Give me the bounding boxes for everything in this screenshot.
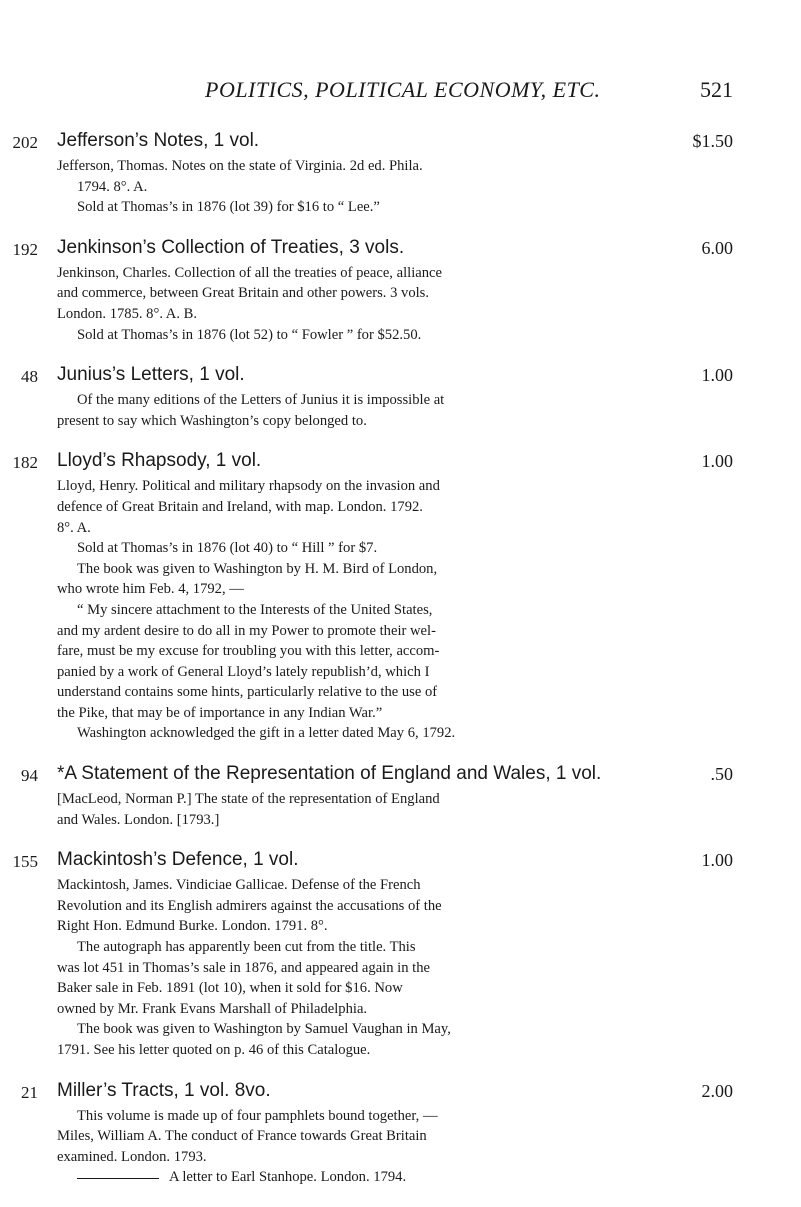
page-number: 521 [700,77,733,102]
catalogue-entry [0,130,801,218]
entry-line: Sold at Thomas’s in 1876 (lot 40) to “ Hill ” for $7. [77,540,378,557]
entry-line: the Pike, that may be of importance in any Indian War.” [57,704,383,721]
entry-line: This volume is made up of four pamphlets bound together, — [77,1107,438,1124]
entry-line: panied by a work of General Lloyd’s lately republish’d, which I [57,663,430,680]
entry-line: 8°. A. [57,519,91,536]
catalogue-entry [0,1080,801,1188]
entry-line: was lot 451 in Thomas’s sale in 1876, and appeared again in the [57,959,431,976]
entry-line: Sold at Thomas’s in 1876 (lot 52) to “ Fowler ” for $52.50. [77,326,422,343]
entry-title: Jefferson’s Notes, 1 vol. [57,130,260,151]
entry-price: 1.00 [701,365,733,386]
entry-line: Sold at Thomas’s in 1876 (lot 39) for $16 to “ Lee.” [77,199,380,216]
entry-line: Mackintosh, James. Vindiciae Gallicae. Defense of the French [57,877,421,894]
entry-line: Jenkinson, Charles. Collection of all the treaties of peace, alliance [57,264,442,281]
lot-number: 48 [21,367,38,387]
running-header [205,77,733,107]
entry-line: examined. London. 1793. [57,1148,207,1165]
entry-line: The book was given to Washington by H. M. Bird of London, [77,560,438,577]
running-title: POLITICS, POLITICAL ECONOMY, ETC. [205,77,601,102]
entry-description [57,875,729,1060]
catalogue-entry [0,364,801,431]
entry-description [57,263,729,345]
entry-title: Lloyd’s Rhapsody, 1 vol. [57,450,262,472]
lot-number: 94 [21,766,38,786]
entry-line: [MacLeod, Norman P.] The state of the representation of England [57,791,440,808]
entry-line: defence of Great Britain and Ireland, with map. London. 1792. [57,498,423,515]
entry-line: and my ardent desire to do all in my Power to promote their wel- [57,622,436,639]
entry-line: and commerce, between Great Britain and other powers. 3 vols. [57,285,430,302]
entry-price: 1.00 [701,451,733,472]
entry-price: $1.50 [692,131,733,151]
entry-line: fare, must be my excuse for troubling you with this letter, accom- [57,643,440,660]
entry-line: Miles, William A. The conduct of France towards Great Britain [57,1128,427,1145]
entry-line: who wrote him Feb. 4, 1792, — [57,581,244,598]
entry-line: Of the many editions of the Letters of Junius it is impossible at [77,392,445,409]
entry-description [57,789,729,830]
catalogue-entry [0,763,801,830]
catalogue-entry [0,237,801,345]
entry-line: Lloyd, Henry. Political and military rhapsody on the invasion and [57,478,440,495]
lot-number: 182 [12,453,38,473]
entry-line: owned by Mr. Frank Evans Marshall of Philadelphia. [57,1000,368,1017]
entry-description [57,390,729,431]
entry-line: 1791. See his letter quoted on p. 46 of this Catalogue. [57,1042,371,1058]
entry-description [57,476,729,744]
entry-title: Junius’s Letters, 1 vol. [57,364,245,386]
entry-line: understand contains some hints, particularly relative to the use of [57,684,438,701]
entry-line: “ My sincere attachment to the Interests of the United States, [77,601,433,618]
entry-line: Jefferson, Thomas. Notes on the state of Virginia. 2d ed. Phila. [57,158,423,174]
entry-line: 1794. 8°. A. [77,178,148,195]
catalogue-entry [0,849,801,1060]
entry-description [57,156,729,218]
lot-number: 192 [12,239,38,259]
entry-line: Washington acknowledged the gift in a letter dated May 6, 1792. [77,725,456,742]
lot-number: 155 [12,852,38,872]
lot-number: 202 [12,133,38,152]
entry-line: Baker sale in Feb. 1891 (lot 10), when it sold for $16. Now [57,980,403,997]
entry-line [57,1167,729,1188]
catalogue-entry [0,450,801,744]
entry-title: *A Statement of the Representation of England and Wales, 1 vol. [57,763,602,785]
entry-price: .50 [710,764,733,785]
entry-line: The autograph has apparently been cut from the title. This [77,939,416,956]
ditto-rule [77,1178,159,1179]
entry-list [0,130,801,1207]
entry-line: Revolution and its English admirers against the accusations of the [57,897,442,914]
entry-line: and Wales. London. [1793.] [57,811,220,828]
entry-line-text: A letter to Earl Stanhope. London. 1794. [169,1169,407,1186]
entry-line: present to say which Washington’s copy belonged to. [57,412,367,429]
entry-price: 1.00 [701,850,733,871]
entry-title: Miller’s Tracts, 1 vol. 8vo. [57,1079,271,1101]
entry-price: 2.00 [701,1080,733,1101]
entry-description [57,1106,729,1188]
lot-number: 21 [21,1082,38,1102]
entry-price: 6.00 [701,237,733,258]
entry-line: London. 1785. 8°. A. B. [57,305,198,322]
entry-line: Right Hon. Edmund Burke. London. 1791. 8°. [57,918,328,935]
entry-title: Jenkinson’s Collection of Treaties, 3 vols. [57,236,405,258]
entry-line: The book was given to Washington by Samuel Vaughan in May, [77,1021,451,1038]
entry-title: Mackintosh’s Defence, 1 vol. [57,849,299,871]
